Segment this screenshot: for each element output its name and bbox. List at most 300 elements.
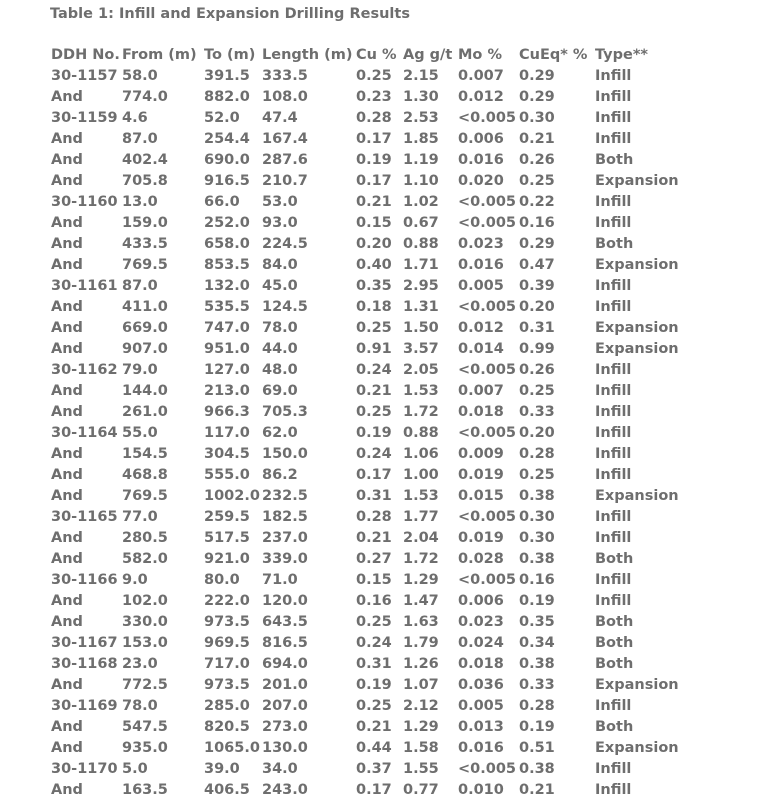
cell-type: Infill — [595, 278, 632, 294]
cell-type: Expansion — [595, 488, 679, 504]
cell-cu: 0.25 — [356, 404, 392, 420]
cell-from: 547.5 — [122, 719, 168, 735]
cell-cu: 0.27 — [356, 551, 392, 567]
cell-cu: 0.15 — [356, 572, 392, 588]
cell-ddh-no: 30-1161 — [51, 278, 118, 294]
cell-type: Infill — [595, 467, 632, 483]
cell-mo: <0.005 — [458, 110, 517, 126]
cell-cu: 0.21 — [356, 719, 392, 735]
cell-length: 232.5 — [262, 488, 308, 504]
cell-to: 254.4 — [204, 131, 250, 147]
cell-cueq: 0.34 — [519, 635, 555, 651]
cell-from: 79.0 — [122, 362, 158, 378]
cell-mo: 0.006 — [458, 593, 504, 609]
cell-cueq: 0.20 — [519, 299, 555, 315]
cell-ddh-no: And — [51, 89, 83, 105]
cell-ddh-no: 30-1165 — [51, 509, 118, 525]
cell-to: 820.5 — [204, 719, 250, 735]
cell-from: 769.5 — [122, 488, 168, 504]
cell-to: 66.0 — [204, 194, 240, 210]
cell-length: 34.0 — [262, 761, 298, 777]
cell-from: 55.0 — [122, 425, 158, 441]
cell-ddh-no: And — [51, 551, 83, 567]
cell-cueq: 0.38 — [519, 656, 555, 672]
cell-length: 130.0 — [262, 740, 308, 756]
cell-ag: 1.72 — [403, 404, 439, 420]
table-row — [51, 570, 693, 591]
cell-length: 120.0 — [262, 593, 308, 609]
cell-type: Infill — [595, 299, 632, 315]
cell-length: 48.0 — [262, 362, 298, 378]
cell-to: 535.5 — [204, 299, 250, 315]
cell-ddh-no: 30-1160 — [51, 194, 118, 210]
cell-to: 555.0 — [204, 467, 250, 483]
table-row — [51, 423, 693, 444]
cell-ddh-no: 30-1166 — [51, 572, 118, 588]
cell-ag: 1.26 — [403, 656, 439, 672]
cell-ag: 1.07 — [403, 677, 439, 693]
cell-cu: 0.17 — [356, 173, 392, 189]
cell-mo: 0.028 — [458, 551, 504, 567]
cell-from: 4.6 — [122, 110, 148, 126]
cell-to: 717.0 — [204, 656, 250, 672]
cell-length: 62.0 — [262, 425, 298, 441]
cell-ag: 1.06 — [403, 446, 439, 462]
cell-cueq: 0.30 — [519, 509, 555, 525]
table-row — [51, 528, 693, 549]
cell-cu: 0.25 — [356, 320, 392, 336]
cell-cu: 0.23 — [356, 89, 392, 105]
cell-cu: 0.17 — [356, 131, 392, 147]
cell-ddh-no: And — [51, 467, 83, 483]
cell-length: 237.0 — [262, 530, 308, 546]
cell-type: Expansion — [595, 257, 679, 273]
cell-ag: 1.53 — [403, 383, 439, 399]
cell-to: 127.0 — [204, 362, 250, 378]
cell-mo: 0.013 — [458, 719, 504, 735]
cell-cueq: 0.31 — [519, 320, 555, 336]
cell-to: 213.0 — [204, 383, 250, 399]
cell-ag: 2.53 — [403, 110, 439, 126]
table-row — [51, 549, 693, 570]
cell-ag: 2.95 — [403, 278, 439, 294]
cell-to: 39.0 — [204, 761, 240, 777]
cell-mo: 0.020 — [458, 173, 504, 189]
cell-ag: 1.29 — [403, 572, 439, 588]
cell-mo: 0.010 — [458, 782, 504, 798]
table-row — [51, 675, 693, 696]
cell-cu: 0.31 — [356, 656, 392, 672]
cell-length: 93.0 — [262, 215, 298, 231]
cell-type: Infill — [595, 425, 632, 441]
cell-ddh-no: And — [51, 782, 83, 798]
cell-ddh-no: And — [51, 488, 83, 504]
cell-ag: 1.79 — [403, 635, 439, 651]
cell-cu: 0.16 — [356, 593, 392, 609]
cell-type: Expansion — [595, 341, 679, 357]
cell-cu: 0.28 — [356, 110, 392, 126]
cell-from: 78.0 — [122, 698, 158, 714]
cell-mo: 0.007 — [458, 68, 504, 84]
table-caption: Table 1: Infill and Expansion Drilling Results — [50, 6, 410, 22]
cell-mo: 0.019 — [458, 467, 504, 483]
cell-cueq: 0.25 — [519, 383, 555, 399]
cell-length: 167.4 — [262, 131, 308, 147]
cell-mo: 0.016 — [458, 152, 504, 168]
cell-mo: 0.005 — [458, 278, 504, 294]
table-header — [51, 45, 693, 66]
cell-type: Both — [595, 614, 634, 630]
cell-type: Infill — [595, 593, 632, 609]
table-row — [51, 759, 693, 780]
cell-to: 117.0 — [204, 425, 250, 441]
cell-type: Both — [595, 236, 634, 252]
table-row — [51, 444, 693, 465]
cell-cueq: 0.29 — [519, 89, 555, 105]
cell-cu: 0.24 — [356, 446, 392, 462]
table-row — [51, 465, 693, 486]
cell-ddh-no: And — [51, 173, 83, 189]
header-row — [51, 45, 693, 66]
cell-length: 182.5 — [262, 509, 308, 525]
cell-to: 658.0 — [204, 236, 250, 252]
cell-from: 58.0 — [122, 68, 158, 84]
cell-to: 747.0 — [204, 320, 250, 336]
cell-cu: 0.31 — [356, 488, 392, 504]
cell-ag: 1.47 — [403, 593, 439, 609]
cell-cu: 0.35 — [356, 278, 392, 294]
cell-cu: 0.19 — [356, 677, 392, 693]
cell-mo: 0.012 — [458, 89, 504, 105]
cell-type: Both — [595, 635, 634, 651]
cell-ddh-no: 30-1164 — [51, 425, 118, 441]
cell-ag: 1.19 — [403, 152, 439, 168]
cell-from: 935.0 — [122, 740, 168, 756]
table-row — [51, 360, 693, 381]
cell-cu: 0.18 — [356, 299, 392, 315]
column-header-ddh-no: DDH No. — [51, 47, 120, 63]
cell-cu: 0.17 — [356, 782, 392, 798]
cell-from: 261.0 — [122, 404, 168, 420]
cell-type: Both — [595, 719, 634, 735]
cell-to: 391.5 — [204, 68, 250, 84]
cell-cueq: 0.21 — [519, 131, 555, 147]
cell-cu: 0.40 — [356, 257, 392, 273]
cell-cu: 0.25 — [356, 698, 392, 714]
cell-ddh-no: 30-1157 — [51, 68, 118, 84]
column-header-mo: Mo % — [458, 47, 502, 63]
table-row — [51, 150, 693, 171]
cell-cueq: 0.30 — [519, 530, 555, 546]
cell-ddh-no: And — [51, 257, 83, 273]
column-header-type: Type** — [595, 47, 649, 63]
cell-length: 86.2 — [262, 467, 298, 483]
cell-from: 9.0 — [122, 572, 148, 588]
cell-mo: 0.018 — [458, 656, 504, 672]
cell-cueq: 0.35 — [519, 614, 555, 630]
cell-mo: 0.015 — [458, 488, 504, 504]
cell-ddh-no: And — [51, 614, 83, 630]
cell-cueq: 0.29 — [519, 68, 555, 84]
cell-to: 406.5 — [204, 782, 250, 798]
column-header-to: To (m) — [204, 47, 256, 63]
table-row — [51, 654, 693, 675]
cell-to: 517.5 — [204, 530, 250, 546]
cell-ag: 1.00 — [403, 467, 439, 483]
cell-ag: 1.31 — [403, 299, 439, 315]
cell-length: 47.4 — [262, 110, 298, 126]
cell-ag: 2.04 — [403, 530, 439, 546]
cell-cu: 0.24 — [356, 635, 392, 651]
cell-to: 916.5 — [204, 173, 250, 189]
cell-cueq: 0.16 — [519, 215, 555, 231]
cell-from: 154.5 — [122, 446, 168, 462]
cell-to: 921.0 — [204, 551, 250, 567]
cell-ddh-no: 30-1159 — [51, 110, 118, 126]
cell-cueq: 0.26 — [519, 362, 555, 378]
table-row — [51, 633, 693, 654]
cell-mo: 0.016 — [458, 257, 504, 273]
cell-cueq: 0.51 — [519, 740, 555, 756]
cell-from: 330.0 — [122, 614, 168, 630]
cell-from: 774.0 — [122, 89, 168, 105]
cell-mo: 0.014 — [458, 341, 504, 357]
cell-ag: 1.53 — [403, 488, 439, 504]
table-body — [51, 66, 693, 801]
cell-mo: 0.024 — [458, 635, 504, 651]
cell-from: 23.0 — [122, 656, 158, 672]
cell-from: 411.0 — [122, 299, 168, 315]
cell-type: Infill — [595, 362, 632, 378]
cell-from: 705.8 — [122, 173, 168, 189]
cell-ddh-no: And — [51, 152, 83, 168]
table-row — [51, 192, 693, 213]
cell-mo: 0.023 — [458, 614, 504, 630]
cell-ddh-no: And — [51, 740, 83, 756]
cell-ddh-no: And — [51, 677, 83, 693]
cell-mo: <0.005 — [458, 425, 517, 441]
cell-ag: 2.15 — [403, 68, 439, 84]
table-row — [51, 276, 693, 297]
cell-cueq: 0.19 — [519, 593, 555, 609]
cell-from: 153.0 — [122, 635, 168, 651]
cell-type: Infill — [595, 89, 632, 105]
table-row — [51, 507, 693, 528]
cell-to: 304.5 — [204, 446, 250, 462]
table-row — [51, 339, 693, 360]
cell-type: Expansion — [595, 677, 679, 693]
cell-ddh-no: 30-1162 — [51, 362, 118, 378]
cell-from: 433.5 — [122, 236, 168, 252]
cell-mo: <0.005 — [458, 299, 517, 315]
cell-mo: <0.005 — [458, 194, 517, 210]
cell-type: Expansion — [595, 173, 679, 189]
cell-cu: 0.91 — [356, 341, 392, 357]
cell-mo: 0.016 — [458, 740, 504, 756]
cell-type: Infill — [595, 383, 632, 399]
table-row — [51, 129, 693, 150]
cell-to: 853.5 — [204, 257, 250, 273]
cell-length: 207.0 — [262, 698, 308, 714]
cell-length: 816.5 — [262, 635, 308, 651]
cell-ag: 2.05 — [403, 362, 439, 378]
cell-from: 280.5 — [122, 530, 168, 546]
cell-from: 769.5 — [122, 257, 168, 273]
cell-from: 102.0 — [122, 593, 168, 609]
cell-length: 44.0 — [262, 341, 298, 357]
cell-to: 222.0 — [204, 593, 250, 609]
table-row — [51, 87, 693, 108]
cell-mo: 0.012 — [458, 320, 504, 336]
cell-cu: 0.19 — [356, 152, 392, 168]
cell-mo: <0.005 — [458, 761, 517, 777]
cell-ddh-no: And — [51, 236, 83, 252]
cell-ag: 1.29 — [403, 719, 439, 735]
cell-type: Infill — [595, 761, 632, 777]
cell-to: 882.0 — [204, 89, 250, 105]
cell-to: 966.3 — [204, 404, 250, 420]
cell-from: 163.5 — [122, 782, 168, 798]
cell-cueq: 0.21 — [519, 782, 555, 798]
cell-length: 287.6 — [262, 152, 308, 168]
cell-cueq: 0.26 — [519, 152, 555, 168]
cell-cueq: 0.19 — [519, 719, 555, 735]
cell-mo: 0.009 — [458, 446, 504, 462]
cell-cu: 0.37 — [356, 761, 392, 777]
table-row — [51, 612, 693, 633]
cell-mo: 0.006 — [458, 131, 504, 147]
cell-ag: 0.88 — [403, 236, 439, 252]
column-header-cu: Cu % — [356, 47, 397, 63]
cell-ag: 1.72 — [403, 551, 439, 567]
cell-length: 333.5 — [262, 68, 308, 84]
cell-ag: 0.67 — [403, 215, 439, 231]
table-row — [51, 780, 693, 801]
cell-length: 224.5 — [262, 236, 308, 252]
cell-from: 582.0 — [122, 551, 168, 567]
cell-ag: 1.58 — [403, 740, 439, 756]
cell-type: Infill — [595, 131, 632, 147]
cell-to: 259.5 — [204, 509, 250, 525]
cell-cueq: 0.29 — [519, 236, 555, 252]
cell-type: Infill — [595, 215, 632, 231]
cell-length: 201.0 — [262, 677, 308, 693]
cell-ddh-no: And — [51, 131, 83, 147]
cell-to: 1065.0 — [204, 740, 260, 756]
cell-type: Both — [595, 152, 634, 168]
column-header-ag: Ag g/t — [403, 47, 453, 63]
cell-from: 87.0 — [122, 131, 158, 147]
cell-ag: 1.30 — [403, 89, 439, 105]
cell-ddh-no: And — [51, 383, 83, 399]
table-row — [51, 66, 693, 87]
cell-ag: 1.71 — [403, 257, 439, 273]
cell-mo: 0.018 — [458, 404, 504, 420]
cell-cueq: 0.38 — [519, 488, 555, 504]
table-row — [51, 486, 693, 507]
cell-to: 1002.0 — [204, 488, 260, 504]
cell-ddh-no: And — [51, 215, 83, 231]
cell-mo: <0.005 — [458, 572, 517, 588]
cell-to: 80.0 — [204, 572, 240, 588]
table-row — [51, 402, 693, 423]
cell-ag: 1.10 — [403, 173, 439, 189]
cell-cueq: 0.38 — [519, 551, 555, 567]
cell-cueq: 0.22 — [519, 194, 555, 210]
cell-mo: 0.005 — [458, 698, 504, 714]
cell-cueq: 0.47 — [519, 257, 555, 273]
cell-cu: 0.25 — [356, 68, 392, 84]
cell-type: Infill — [595, 68, 632, 84]
cell-cueq: 0.33 — [519, 677, 555, 693]
cell-cu: 0.19 — [356, 425, 392, 441]
table-row — [51, 108, 693, 129]
cell-to: 132.0 — [204, 278, 250, 294]
cell-from: 468.8 — [122, 467, 168, 483]
cell-length: 243.0 — [262, 782, 308, 798]
cell-cueq: 0.25 — [519, 467, 555, 483]
cell-cueq: 0.28 — [519, 698, 555, 714]
cell-from: 402.4 — [122, 152, 168, 168]
cell-type: Infill — [595, 110, 632, 126]
cell-type: Infill — [595, 509, 632, 525]
cell-cu: 0.24 — [356, 362, 392, 378]
cell-from: 144.0 — [122, 383, 168, 399]
cell-cueq: 0.39 — [519, 278, 555, 294]
cell-from: 5.0 — [122, 761, 148, 777]
cell-ag: 1.63 — [403, 614, 439, 630]
drilling-results-table — [51, 45, 693, 801]
cell-ddh-no: 30-1168 — [51, 656, 118, 672]
cell-cueq: 0.38 — [519, 761, 555, 777]
cell-type: Expansion — [595, 740, 679, 756]
cell-length: 694.0 — [262, 656, 308, 672]
cell-from: 87.0 — [122, 278, 158, 294]
cell-from: 13.0 — [122, 194, 158, 210]
cell-ddh-no: And — [51, 320, 83, 336]
table-row — [51, 297, 693, 318]
cell-length: 339.0 — [262, 551, 308, 567]
cell-ddh-no: And — [51, 719, 83, 735]
cell-cueq: 0.16 — [519, 572, 555, 588]
cell-to: 973.5 — [204, 677, 250, 693]
cell-to: 973.5 — [204, 614, 250, 630]
cell-ag: 1.77 — [403, 509, 439, 525]
cell-mo: 0.036 — [458, 677, 504, 693]
table-row — [51, 318, 693, 339]
cell-length: 71.0 — [262, 572, 298, 588]
cell-type: Infill — [595, 530, 632, 546]
cell-ag: 0.88 — [403, 425, 439, 441]
cell-length: 108.0 — [262, 89, 308, 105]
cell-ddh-no: And — [51, 404, 83, 420]
cell-type: Infill — [595, 572, 632, 588]
cell-to: 52.0 — [204, 110, 240, 126]
cell-ddh-no: And — [51, 341, 83, 357]
cell-cueq: 0.33 — [519, 404, 555, 420]
cell-ddh-no: And — [51, 299, 83, 315]
table-row — [51, 717, 693, 738]
cell-from: 772.5 — [122, 677, 168, 693]
table-row — [51, 234, 693, 255]
cell-length: 150.0 — [262, 446, 308, 462]
cell-from: 159.0 — [122, 215, 168, 231]
cell-ag: 3.57 — [403, 341, 439, 357]
column-header-cueq: CuEq* % — [519, 47, 588, 63]
cell-cu: 0.15 — [356, 215, 392, 231]
cell-cueq: 0.99 — [519, 341, 555, 357]
cell-cu: 0.20 — [356, 236, 392, 252]
